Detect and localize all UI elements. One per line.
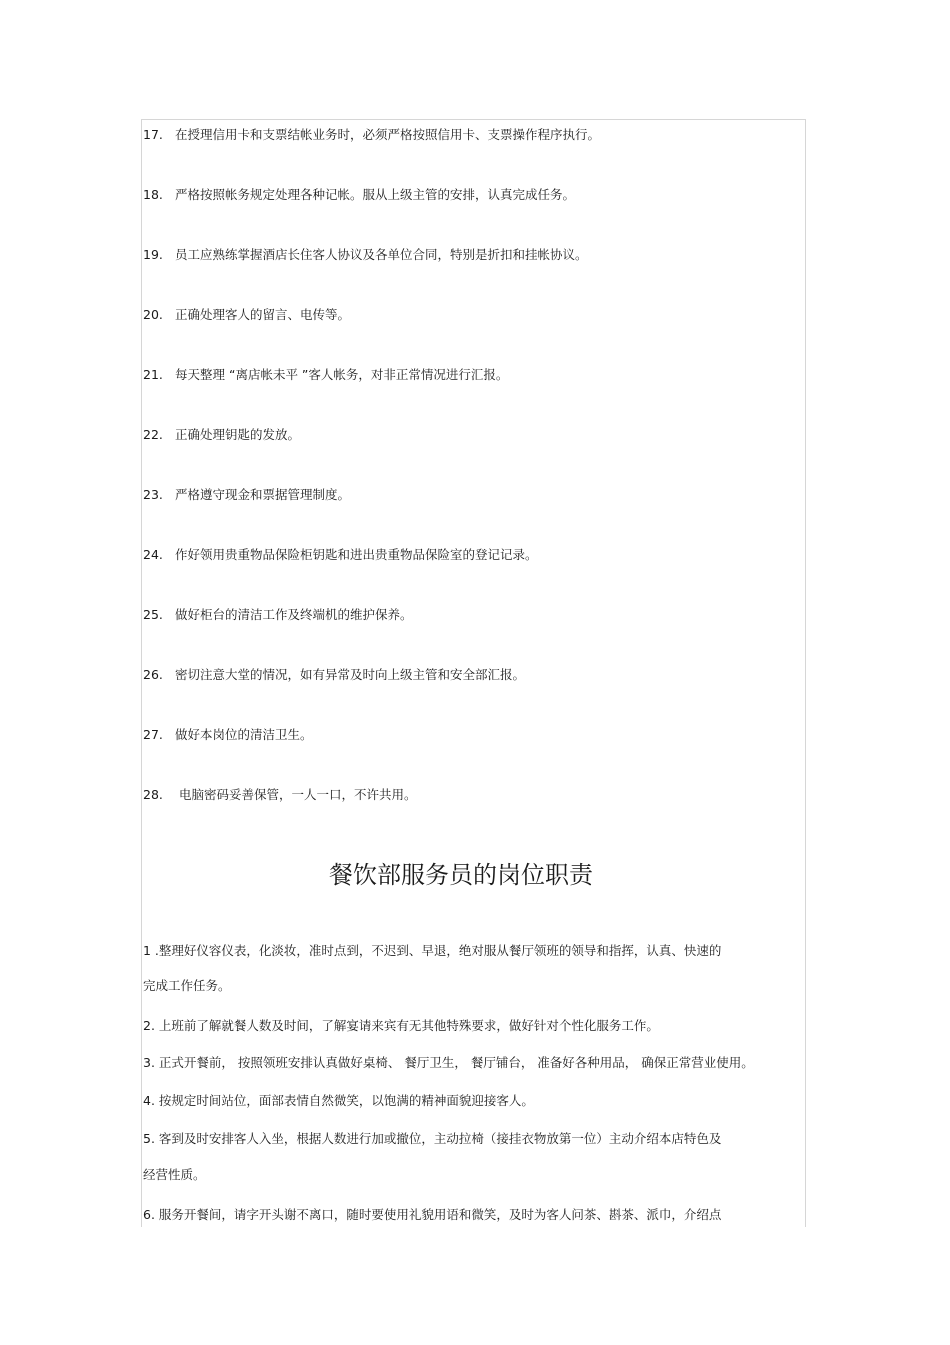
list-item [143,187,575,203]
item-number: 21. [143,367,163,382]
list-item [143,607,413,623]
item-text: 电脑密码妥善保管，一人一口，不许共用。 [175,787,417,802]
list-item [143,367,508,383]
paragraph-line: 3. 正式开餐前， 按照领班安排认真做好桌椅、 餐厅卫生， 餐厅铺台， 准备好各种用品， 确保正常营业使用。 [143,1055,754,1070]
list-item [143,787,416,803]
list-item [143,307,350,323]
list-item [143,247,588,263]
item-text: 密切注意大堂的情况，如有异常及时向上级主管和安全部汇报。 [175,667,526,682]
list-item [143,427,300,443]
item-text: 做好本岗位的清洁卫生。 [175,727,313,742]
item-number: 18. [143,187,163,202]
item-text: 正确处理客人的留言、电传等。 [175,307,351,322]
list-item [143,727,313,743]
paragraph-line: 经营性质。 [143,1167,206,1182]
item-text: 作好领用贵重物品保险柜钥匙和进出贵重物品保险室的登记记录。 [175,547,538,562]
item-number: 25. [143,607,163,622]
list-item [143,127,600,143]
item-number: 28. [143,787,163,802]
item-number: 20. [143,307,163,322]
item-number: 23. [143,487,163,502]
paragraph-line: 5. 客到及时安排客人入坐，根据人数进行加或撤位，主动拉椅（接挂衣物放第一位）主动介绍本店特色及 [143,1131,722,1146]
item-text: 正确处理钥匙的发放。 [175,427,301,442]
item-number: 24. [143,547,163,562]
item-number: 22. [143,427,163,442]
paragraph-line: 1 .整理好仪容仪表，化淡妆，准时点到，不迟到、早退，绝对服从餐厅领班的领导和指挥，认真、快速的 [143,943,722,958]
item-number: 17. [143,127,163,142]
item-number: 27. [143,727,163,742]
list-item [143,667,525,683]
item-text: 严格遵守现金和票据管理制度。 [175,487,351,502]
item-text: 做好柜台的清洁工作及终端机的维护保养。 [175,607,413,622]
item-text: 在授理信用卡和支票结帐业务时，必须严格按照信用卡、支票操作程序执行。 [175,127,601,142]
list-item [143,547,538,563]
paragraph-line: 完成工作任务。 [143,978,231,993]
item-number: 26. [143,667,163,682]
paragraph-line: 4. 按规定时间站位，面部表情自然微笑，以饱满的精神面貌迎接客人。 [143,1093,534,1108]
paragraph-line: 6. 服务开餐间，请字开头谢不离口，随时要使用礼貌用语和微笑，及时为客人问茶、斟茶、派巾，介绍点 [143,1207,722,1222]
paragraph-line: 2. 上班前了解就餐人数及时间，了解宴请来宾有无其他特殊要求，做好针对个性化服务工作。 [143,1018,659,1033]
item-text: 每天整理 “离店帐未平 ”客人帐务，对非正常情况进行汇报。 [175,367,509,382]
item-text: 严格按照帐务规定处理各种记帐。服从上级主管的安排，认真完成任务。 [175,187,576,202]
item-number: 19. [143,247,163,262]
item-text: 员工应熟练掌握酒店长住客人协议及各单位合同，特别是折扣和挂帐协议。 [175,247,588,262]
list-item [143,487,350,503]
section-title: 餐饮部服务员的岗位职责 [329,861,593,889]
